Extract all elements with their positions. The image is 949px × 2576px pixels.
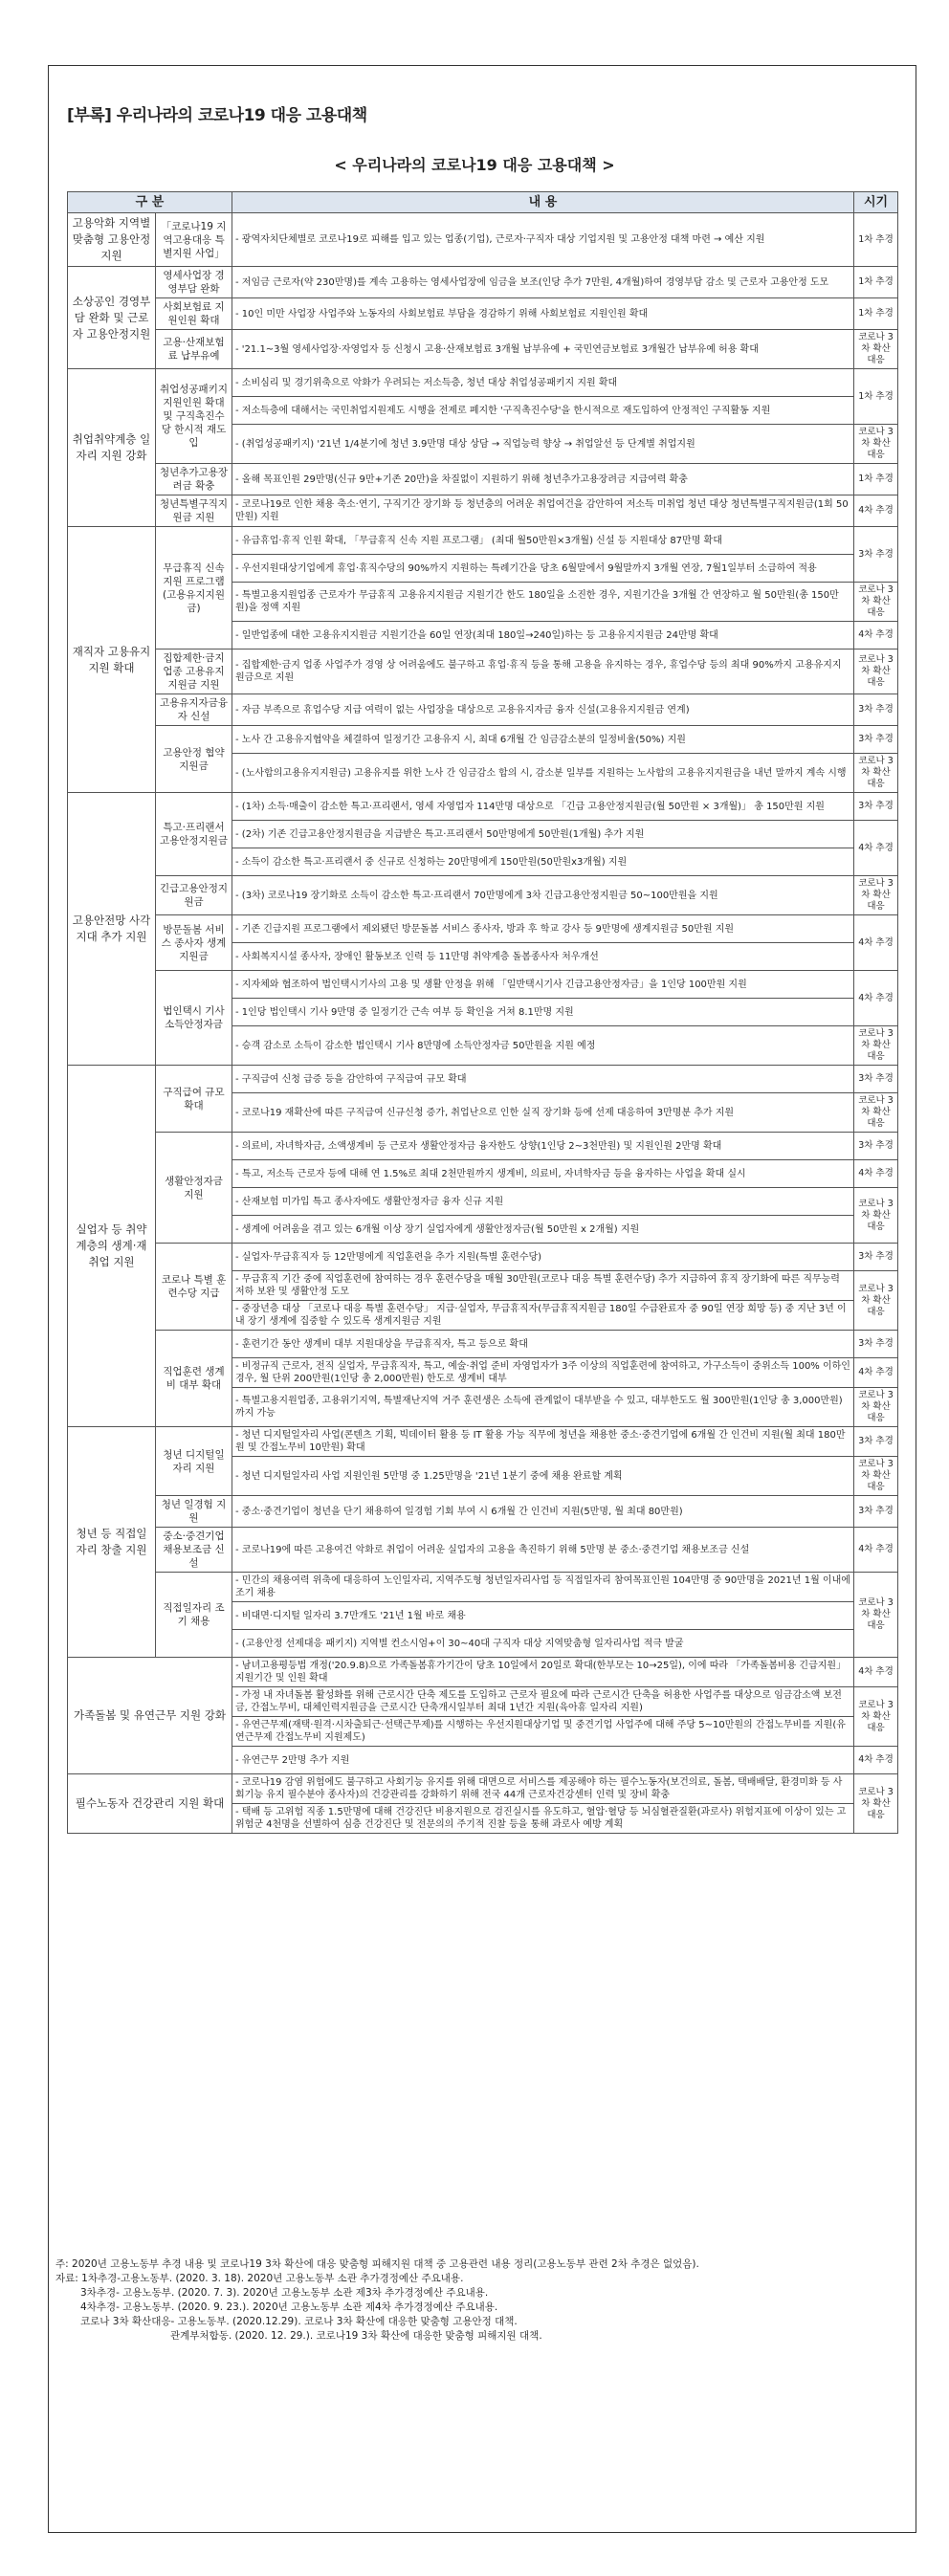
timing-cell: 4차 추경 [854, 1747, 898, 1774]
content-cell: - 남녀고용평등법 개정('20.9.8)으로 가족돌봄휴가기간이 당초 10일에서 20일로 확대(한부모는 10→25일), 이에 따라 「가족돌봄비용 긴급지원」 지원기간 및 인원 확대 [232, 1658, 854, 1687]
subcategory-cell: 생활안정자금 지원 [156, 1133, 232, 1244]
category-cell: 청년 등 직접일자리 창출 지원 [68, 1427, 156, 1658]
table-row [68, 971, 898, 999]
category-cell: 고용안전망 사각지대 추가 지원 [68, 793, 156, 1066]
table-row [68, 876, 898, 915]
timing-cell: 4차 추경 [854, 622, 898, 650]
content-cell: - 실업자·무급휴직자 등 12만명에게 직업훈련을 추가 지원(특별 훈련수당) [232, 1244, 854, 1271]
note-line: 4차추경- 고용노동부. (2020. 9. 23.). 2020년 고용노동부 소관 제4차 추가경정예산 주요내용. [80, 2301, 498, 2313]
subcategory-cell: 직접일자리 조기 채용 [156, 1573, 232, 1658]
category-cell: 고용악화 지역별맞춤형 고용안정지원 [68, 213, 156, 267]
timing-cell: 4차 추경 [854, 971, 898, 1026]
content-cell: - 비대면·디지털 일자리 3.7만개도 '21년 1월 바로 채용 [232, 1602, 854, 1630]
category-cell: 실업자 등 취약계층의 생계·재취업 지원 [68, 1066, 156, 1427]
subcategory-cell: 「코로나19 지역고용대응 특별지원 사업」 [156, 213, 232, 267]
content-cell: - (고용안정 선제대응 패키지) 지역별 컨소시엄+이 30~40대 구직자 대상 지역맞춤형 일자리사업 적극 발굴 [232, 1630, 854, 1658]
timing-cell: 1차 추경 [854, 213, 898, 267]
subcategory-cell: 고용유지자금융자 신설 [156, 694, 232, 726]
subcategory-cell: 무급휴직 신속 지원 프로그램 (고용유지지원금) [156, 527, 232, 650]
subcategory-cell: 청년추가고용장려금 확충 [156, 464, 232, 495]
content-cell: - 의료비, 자녀학자금, 소액생계비 등 근로자 생활안정자금 융자한도 상향(1인당 2~3천만원) 및 지원인원 2만명 확대 [232, 1133, 854, 1160]
table-row [68, 1496, 898, 1528]
category-cell: 소상공인 경영부담 완화 및 근로자 고용안정지원 [68, 267, 156, 369]
timing-cell: 4차 추경 [854, 1160, 898, 1188]
content-cell: - 생계에 어려움을 겪고 있는 6개월 이상 장기 실업자에게 생활안정자금(월 50만원 x 2개월) 지원 [232, 1216, 854, 1244]
subcategory-cell: 청년특별구직지원금 지원 [156, 495, 232, 527]
content-cell: - 사회복지시설 종사자, 장애인 활동보조 인력 등 11만명 취약계층 돌봄종사자 처우개선 [232, 943, 854, 971]
subcategory-cell: 특고·프리랜서 고용안정지원금 [156, 793, 232, 876]
category-cell: 필수노동자 건강관리 지원 확대 [68, 1774, 232, 1834]
table-row [68, 915, 898, 943]
timing-cell: 4차 추경 [854, 1658, 898, 1687]
content-cell: - 코로나19로 인한 채용 축소·연기, 구직기간 장기화 등 청년층의 어려운 취업여건을 감안하여 저소득 미취업 청년 대상 청년특별구직지원금(1회 50만원) 지원 [232, 495, 854, 527]
table-row [68, 1573, 898, 1602]
timing-cell: 코로나 3차 확산대응 [854, 1026, 898, 1066]
table-row [68, 1774, 898, 1804]
table-row [68, 650, 898, 694]
subcategory-cell: 고용·산재보험료 납부유예 [156, 330, 232, 369]
content-cell: - '21.1~3월 영세사업장·자영업자 등 신청시 고용·산재보험료 3개월 납부유예 + 국민연금보험료 3개월간 납부유예 허용 확대 [232, 330, 854, 369]
table-row [68, 1066, 898, 1093]
subcategory-cell: 취업성공패키지 지원인원 확대 및 구직촉진수당 한시적 재도입 [156, 369, 232, 464]
content-cell: - 소비심리 및 경기위축으로 악화가 우려되는 저소득층, 청년 대상 취업성공패키지 지원 확대 [232, 369, 854, 397]
timing-cell: 코로나 3차 확산대응 [854, 1188, 898, 1244]
header-timing: 시기 [854, 192, 898, 213]
table-row [68, 298, 898, 330]
content-cell: - 코로나19 재확산에 따른 구직급여 신규신청 증가, 취업난으로 인한 실직 장기화 등에 선제 대응하여 3만명분 추가 지원 [232, 1093, 854, 1133]
content-cell: - 코로나19 감염 위험에도 불구하고 사회기능 유지를 위해 대면으로 서비스를 제공해야 하는 필수노동자(보건의료, 돌봄, 택배배달, 환경미화 등 사회기능 유지 필수분야 종사자)의 건강관리를 강화하기 위해 전국 44개 근로자건강센터 인력 및 장비 확충 [232, 1774, 854, 1804]
timing-cell: 코로나 3차 확산대응 [854, 1687, 898, 1747]
content-cell: - 기존 긴급지원 프로그램에서 제외됐던 방문돌봄 서비스 종사자, 방과 후 학교 강사 등 9만명에 생계지원금 50만원 지원 [232, 915, 854, 943]
timing-cell: 1차 추경 [854, 464, 898, 495]
content-cell: - 특별고용지원업종 근로자가 무급휴직 고용유지지원금 지원기간 한도 180일을 소진한 경우, 지원기간을 3개월 간 연장하고 월 50만원(총 150만원)을 정액 지원 [232, 583, 854, 622]
table-row [68, 1244, 898, 1271]
table-row [68, 495, 898, 527]
subcategory-cell: 고용안정 협약 지원금 [156, 726, 232, 793]
note-line: 관계부처합동. (2020. 12. 29.). 코로나19 3차 확산에 대응한 맞춤형 피해지원 대책. [170, 2330, 542, 2342]
timing-cell: 3차 추경 [854, 1331, 898, 1358]
subcategory-cell: 방문돌봄 서비스 종사자 생계지원금 [156, 915, 232, 971]
table-row [68, 369, 898, 397]
timing-cell: 코로나 3차 확산대응 [854, 330, 898, 369]
policy-table [67, 191, 898, 1834]
timing-cell: 1차 추경 [854, 369, 898, 425]
content-cell: - 특고, 저소득 근로자 등에 대해 연 1.5%로 최대 2천만원까지 생계비, 의료비, 자녀학자금 등을 융자하는 사업을 확대 실시 [232, 1160, 854, 1188]
timing-cell: 4차 추경 [854, 821, 898, 876]
subcategory-cell: 집합제한·금지 업종 고용유지지원금 지원 [156, 650, 232, 694]
subcategory-cell: 청년 디지털일자리 지원 [156, 1427, 232, 1496]
header-content: 내 용 [232, 192, 854, 213]
table-row [68, 527, 898, 555]
content-cell: - 비정규직 근로자, 전직 실업자, 무급휴직자, 특고, 예술·취업 준비 자영업자가 3주 이상의 직업훈련에 참여하고, 가구소득이 중위소득 100% 이하인 경우, 월 단위 200만원(1인당 총 2,000만원) 한도로 생계비 대부 [232, 1358, 854, 1388]
timing-cell: 3차 추경 [854, 694, 898, 726]
note-line: 자료: 1차추경-고용노동부. (2020. 3. 18). 2020년 고용노동부 소관 추가경정예산 주요내용. [55, 2273, 464, 2284]
subcategory-cell: 법인택시 기사 소득안정자금 [156, 971, 232, 1066]
timing-cell: 코로나 3차 확산대응 [854, 1093, 898, 1133]
timing-cell: 1차 추경 [854, 298, 898, 330]
table-title: < 우리나라의 코로나19 대응 고용대책 > [334, 156, 615, 174]
timing-cell: 코로나 3차 확산대응 [854, 650, 898, 694]
timing-cell: 3차 추경 [854, 1133, 898, 1160]
content-cell: - (2차) 기존 긴급고용안정지원금을 지급받은 특고·프리랜서 50만명에게 50만원(1개월) 추가 지원 [232, 821, 854, 848]
timing-cell: 코로나 3차 확산대응 [854, 425, 898, 464]
content-cell: - 무급휴직 기간 중에 직업훈련에 참여하는 경우 훈련수당을 매월 30만원(코로나 대응 특별 훈련수당) 추가 지급하여 휴직 장기화에 따른 직무능력 저하 보완 및 생활안정 도모 [232, 1271, 854, 1301]
content-cell: - 청년 디지털일자리 사업(콘텐츠 기획, 빅데이터 활용 등 IT 활용 가능 직무에 청년을 채용한 중소·중견기업에 6개월 간 인건비 지원(월 최대 180만원 및 간접노무비 10만원) 확대 [232, 1427, 854, 1457]
subcategory-cell: 중소·중견기업 채용보조금 신설 [156, 1528, 232, 1573]
notes-block [55, 2257, 897, 2344]
content-cell: - 10인 미만 사업장 사업주와 노동자의 사회보험료 부담을 경감하기 위해 사회보험료 지원인원 확대 [232, 298, 854, 330]
content-cell: - 민간의 채용여력 위축에 대응하여 노인일자리, 지역주도형 청년일자리사업 등 직접일자리 참여목표인원 104만명 중 90만명을 2021년 1월 이내에 조기 채용 [232, 1573, 854, 1602]
table-row [68, 267, 898, 298]
content-cell: - 광역자치단체별로 코로나19로 피해를 입고 있는 업종(기업), 근로자·구직자 대상 기업지원 및 고용안정 대책 마련 → 예산 지원 [232, 213, 854, 267]
table-body [68, 213, 898, 1834]
table-row [68, 1331, 898, 1358]
timing-cell: 3차 추경 [854, 1244, 898, 1271]
table-row [68, 1133, 898, 1160]
table-row [68, 213, 898, 267]
timing-cell: 3차 추경 [854, 793, 898, 821]
timing-cell: 3차 추경 [854, 1066, 898, 1093]
content-cell: - 훈련기간 동안 생계비 대부 지원대상을 무급휴직자, 특고 등으로 확대 [232, 1331, 854, 1358]
table-row [68, 330, 898, 369]
timing-cell: 3차 추경 [854, 1427, 898, 1457]
category-cell: 재직자 고용유지 지원 확대 [68, 527, 156, 793]
content-cell: - 일반업종에 대한 고용유지지원금 지원기간을 60일 연장(최대 180일→240일)하는 등 고용유지지원금 24만명 확대 [232, 622, 854, 650]
note-line: 3차추경- 고용노동부. (2020. 7. 3). 2020년 고용노동부 소관 제3차 추가경정예산 주요내용. [80, 2287, 489, 2299]
content-cell: - 승객 감소로 소득이 감소한 법인택시 기사 8만명에 소득안정자금 50만원을 지원 예정 [232, 1026, 854, 1066]
subcategory-cell: 구직급여 규모 확대 [156, 1066, 232, 1133]
subcategory-cell: 청년 일경험 지원 [156, 1496, 232, 1528]
content-cell: - (3차) 코로나19 장기화로 소득이 감소한 특고·프리랜서 70만명에게 3차 긴급고용안정지원금 50~100만원을 지원 [232, 876, 854, 915]
table-row [68, 1427, 898, 1457]
subcategory-cell: 직업훈련 생계비 대부 확대 [156, 1331, 232, 1427]
content-cell: - 구직급여 신청 급증 등을 감안하여 구직급여 규모 확대 [232, 1066, 854, 1093]
timing-cell: 코로나 3차 확산대응 [854, 1271, 898, 1331]
subcategory-cell: 영세사업장 경영부담 완화 [156, 267, 232, 298]
timing-cell: 코로나 3차 확산대응 [854, 1774, 898, 1834]
timing-cell: 코로나 3차 확산대응 [854, 754, 898, 793]
content-cell: - 유연근무제(재택·원격·시차출퇴근·선택근무제)를 시행하는 우선지원대상기업 및 중견기업 사업주에 대해 주당 5~10만원의 간접노무비를 지원(유연근무제 간접노무비 지원제도) [232, 1717, 854, 1747]
table-row [68, 1528, 898, 1573]
timing-cell: 3차 추경 [854, 726, 898, 754]
content-cell: - 유연근무 2만명 추가 지원 [232, 1747, 854, 1774]
timing-cell: 4차 추경 [854, 495, 898, 527]
content-cell: - (1차) 소득·매출이 감소한 특고·프리랜서, 영세 자영업자 114만명 대상으로 「긴급 고용안정지원금(월 50만원 × 3개월)」 총 150만원 지원 [232, 793, 854, 821]
subcategory-cell: 긴급고용안정지원금 [156, 876, 232, 915]
content-cell: - 지자체와 협조하여 법인택시기사의 고용 및 생활 안정을 위해 「일반택시기사 긴급고용안정자금」을 1인당 100만원 지원 [232, 971, 854, 999]
subcategory-cell: 코로나 특별 훈련수당 지급 [156, 1244, 232, 1331]
timing-cell: 4차 추경 [854, 1528, 898, 1573]
content-cell: - 올해 목표인원 29만명(신규 9만+기존 20만)을 차질없이 지원하기 위해 청년추가고용장려금 지급여력 확충 [232, 464, 854, 495]
content-cell: - 집합제한·금지 업종 사업주가 경영 상 어려움에도 불구하고 휴업·휴직 등을 통해 고용을 유지하는 경우, 휴업수당 등의 최대 90%까지 고용유지지원금으로 지원 [232, 650, 854, 694]
table-row [68, 726, 898, 754]
table-row [68, 793, 898, 821]
content-cell: - 특별고용지원업종, 고용위기지역, 특별재난지역 거주 훈련생은 소득에 관계없이 대부받을 수 있고, 대부한도도 월 300만원(1인당 총 3,000만원)까지 가능 [232, 1388, 854, 1427]
note-line: 코로나 3차 확산대응- 고용노동부. (2020.12.29). 코로나 3차 확산에 대응한 맞춤형 고용안정 대책. [80, 2316, 518, 2327]
subcategory-cell: 사회보험료 지원인원 확대 [156, 298, 232, 330]
category-cell: 취업취약계층 일자리 지원 강화 [68, 369, 156, 527]
timing-cell: 4차 추경 [854, 915, 898, 971]
content-cell: - 청년 디지털일자리 사업 지원인원 5만명 중 1.25만명을 '21년 1분기 중에 채용 완료할 계획 [232, 1457, 854, 1496]
category-cell: 가족돌봄 및 유연근무 지원 강화 [68, 1658, 232, 1774]
content-cell: - 저소득층에 대해서는 국민취업지원제도 시행을 전제로 폐지한 '구직촉진수당'을 한시적으로 재도입하여 안정적인 구직활동 지원 [232, 397, 854, 425]
table-row [68, 464, 898, 495]
content-cell: - (노사합의고용유지지원금) 고용유지를 위한 노사 간 임금감소 합의 시, 감소분 일부를 지원하는 노사합의 고용유지지원금을 내년 말까지 계속 시행 [232, 754, 854, 793]
content-cell: - 1인당 법인택시 기사 9만명 중 일정기간 근속 여부 등 확인을 거쳐 8.1만명 지원 [232, 999, 854, 1026]
appendix-heading: [부록] 우리나라의 코로나19 대응 고용대책 [67, 106, 367, 125]
content-cell: - 중소·중견기업이 청년을 단기 채용하여 일경험 기회 부여 시 6개월 간 인건비 지원(5만명, 월 최대 80만원) [232, 1496, 854, 1528]
timing-cell: 3차 추경 [854, 527, 898, 583]
timing-cell: 4차 추경 [854, 1358, 898, 1388]
content-cell: - 유급휴업·휴직 인원 확대, 「무급휴직 신속 지원 프로그램」 (최대 월50만원×3개월) 신설 등 지원대상 87만명 확대 [232, 527, 854, 555]
content-cell: - 소득이 감소한 특고·프리랜서 중 신규로 신청하는 20만명에게 150만원(50만원x3개월) 지원 [232, 848, 854, 876]
timing-cell: 1차 추경 [854, 267, 898, 298]
content-cell: - 산재보험 미가입 특고 종사자에도 생활안정자금 융자 신규 지원 [232, 1188, 854, 1216]
table-header-row [68, 192, 898, 213]
table-row [68, 694, 898, 726]
content-cell: - 저임금 근로자(약 230만명)를 계속 고용하는 영세사업장에 임금을 보조(인당 추가 7만원, 4개월)하여 경영부담 감소 및 근로자 고용안정 도모 [232, 267, 854, 298]
timing-cell: 3차 추경 [854, 1496, 898, 1528]
content-cell: - (취업성공패키지) '21년 1/4분기에 청년 3.9만명 대상 상담 → 직업능력 향상 → 취업알선 등 단계별 취업지원 [232, 425, 854, 464]
content-cell: - 코로나19에 따른 고용여건 악화로 취업이 어려운 실업자의 고용을 촉진하기 위해 5만명 분 중소·중견기업 채용보조금 신설 [232, 1528, 854, 1573]
timing-cell: 코로나 3차 확산대응 [854, 1573, 898, 1658]
content-cell: - 우선지원대상기업에게 휴업·휴직수당의 90%까지 지원하는 특례기간을 당초 6월말에서 9월말까지 3개월 연장, 7월1일부터 소급하여 적용 [232, 555, 854, 583]
timing-cell: 코로나 3차 확산대응 [854, 1388, 898, 1427]
content-cell: - 노사 간 고용유지협약을 체결하여 일정기간 고용유지 시, 최대 6개월 간 임금감소분의 일정비율(50%) 지원 [232, 726, 854, 754]
content-cell: - 중장년층 대상 「코로나 대응 특별 훈련수당」 지급·실업자, 무급휴직자(무급휴직지원금 180일 수급완료자 중 90일 연장 희망 등) 중 지난 3년 이내 장기 생계에 집중할 수 있도록 생계지원금 지원 [232, 1301, 854, 1331]
timing-cell: 코로나 3차 확산대응 [854, 583, 898, 622]
note-line: 주: 2020년 고용노동부 추경 내용 및 코로나19 3차 확산에 대응 맞춤형 피해지원 대책 중 고용관련 내용 정리(고용노동부 관련 2차 추경은 없었음). [55, 2258, 699, 2270]
timing-cell: 코로나 3차 확산대응 [854, 1457, 898, 1496]
content-cell: - 가정 내 자녀돌봄 활성화를 위해 근로시간 단축 제도를 도입하고 근로자 필요에 따라 근로시간 단축을 허용한 사업주를 대상으로 임금감소액 보전금, 간접노무비, 대체인력지원금을 근로시간 단축개시일부터 최대 1년간 지원(육아휴 일자리 지원) [232, 1687, 854, 1717]
timing-cell: 코로나 3차 확산대응 [854, 876, 898, 915]
content-cell: - 택배 등 고위험 직종 1.5만명에 대해 건강진단 비용지원으로 검진실시를 유도하고, 혈압·혈당 등 뇌심혈관질환(과로사) 위험지표에 이상이 있는 고위험군 4천명을 선별하여 심층 건강진단 및 전문의의 주기적 진찰 등을 통해 과로사 예방 계획 [232, 1804, 854, 1834]
table-row [68, 1658, 898, 1687]
header-category: 구 분 [68, 192, 232, 213]
content-cell: - 자금 부족으로 휴업수당 지급 여력이 없는 사업장을 대상으로 고용유지자금 융자 신설(고용유지지원금 연계) [232, 694, 854, 726]
